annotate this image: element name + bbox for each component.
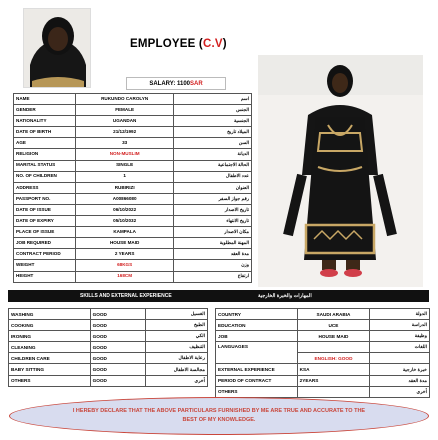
job-label-ar: وظيفة [370, 331, 430, 342]
page-title: EMPLOYEE (C.V) [130, 38, 227, 50]
skill-value: GOOD [90, 342, 146, 353]
table-row [9, 309, 208, 320]
skill-value: GOOD [90, 364, 146, 375]
info-value: 68KGS [75, 260, 174, 271]
others-value [297, 386, 370, 397]
info-value: HOUSE MAID [75, 238, 174, 249]
skill-label-ar: مجالسة الاطفال [146, 364, 208, 375]
external-experience-value: KSA [297, 364, 370, 375]
info-label-ar: عدد الاطفال [174, 171, 252, 182]
info-value: RUBIRIZI [75, 182, 174, 193]
info-label: RELIGION [14, 149, 76, 160]
info-label-ar: الجنس [174, 105, 252, 116]
info-label: DATE OF BIRTH [14, 127, 76, 138]
skill-label: CLEANING [9, 342, 91, 353]
languages-empty-ar [370, 353, 430, 364]
others-label: OTHERS [216, 386, 298, 397]
skill-value: GOOD [90, 309, 146, 320]
education-label-ar: الدراسة [370, 320, 430, 331]
info-label-ar: الميلاد تاريخ [174, 127, 252, 138]
period-label-ar: مدة العقد [370, 375, 430, 386]
info-value: SINGLE [75, 160, 174, 171]
info-label: PLACE OF ISSUE [14, 227, 76, 238]
table-row [14, 94, 252, 105]
info-label: DATE OF EXPIRY [14, 216, 76, 227]
external-experience-label-ar: خبرة خارجية [370, 364, 430, 375]
table-row [9, 320, 208, 331]
info-label-ar: رقم جواز السفر [174, 193, 252, 204]
info-label-ar: العنوان [174, 182, 252, 193]
info-label-ar: تاريخ الاصدار [174, 204, 252, 215]
salary-label: SALARY: 1100 [149, 80, 190, 87]
skill-label-ar: الغسيل [146, 309, 208, 320]
education-label: EDUCATION [216, 320, 298, 331]
table-row [216, 342, 430, 353]
job-value: HOUSE MAID [297, 331, 370, 342]
table-row [14, 138, 252, 149]
info-label: PASSPORT NO. [14, 193, 76, 204]
table-row [14, 127, 252, 138]
table-row [216, 331, 430, 342]
info-label: NO. OF CHILDREN [14, 171, 76, 182]
info-label: CONTRACT PERIOD [14, 249, 76, 260]
info-value: UGANDAN [75, 116, 174, 127]
skill-label: CHILDREN CARE [9, 353, 91, 364]
skill-value: GOOD [90, 331, 146, 342]
skill-label-ar: رعاية الاطفال [146, 353, 208, 364]
info-value: 1 [75, 171, 174, 182]
info-value: 05/10/2032 [75, 216, 174, 227]
info-label-ar: مدة العقد [174, 249, 252, 260]
table-row [14, 182, 252, 193]
experience-table [215, 308, 430, 398]
period-value: 2YEARS [297, 375, 370, 386]
external-experience-label: EXTERNAL EXPERIENCE [216, 364, 298, 375]
languages-label-ar: اللغات [370, 342, 430, 353]
table-row [14, 105, 252, 116]
info-label: WEIGHT [14, 260, 76, 271]
info-label: AGE [14, 138, 76, 149]
skill-label-ar: الكي [146, 331, 208, 342]
table-row [14, 271, 252, 282]
education-value: UCE [297, 320, 370, 331]
info-value: 06/10/2022 [75, 204, 174, 215]
table-row [216, 364, 430, 375]
job-label: JOB [216, 331, 298, 342]
info-label-ar: الحالة الاجتماعية [174, 160, 252, 171]
skill-label: IRONING [9, 331, 91, 342]
skills-section-header [8, 290, 429, 302]
info-label-ar: المهنة المطلوبة [174, 238, 252, 249]
period-label: PERIOD OF CONTRACT [216, 375, 298, 386]
table-row [14, 204, 252, 215]
skill-label: COOKING [9, 320, 91, 331]
skill-label-ar: أخرى [146, 375, 208, 386]
skill-label: BABY SITTING [9, 364, 91, 375]
salary-currency: SAR [190, 80, 203, 87]
info-value: NON-MUSLIM [75, 149, 174, 160]
table-row [14, 238, 252, 249]
passport-photo [23, 8, 91, 88]
skill-label-ar: التنظيف [146, 342, 208, 353]
skill-label: OTHERS [9, 375, 91, 386]
table-row [216, 386, 430, 397]
declaration-oval [9, 397, 429, 435]
info-value: 33 [75, 138, 174, 149]
info-value: A00866080 [75, 193, 174, 204]
skills-header-en: SKILLS AND EXTERNAL EXPERIENCE [80, 293, 172, 299]
table-row [14, 160, 252, 171]
info-label: HEIGHT [14, 271, 76, 282]
skill-label: WASHING [9, 309, 91, 320]
languages-label: LANGUAGES [216, 342, 298, 364]
info-value: FEMALE [75, 105, 174, 116]
salary-box [126, 77, 226, 90]
info-value: KAMPALA [75, 227, 174, 238]
info-label-ar: الديانة [174, 149, 252, 160]
table-row [14, 116, 252, 127]
skill-label-ar: الطبخ [146, 320, 208, 331]
table-row [9, 331, 208, 342]
info-label: DATE OF ISSUE [14, 204, 76, 215]
info-label-ar: اسم [174, 94, 252, 105]
languages-empty [297, 342, 370, 353]
country-value: SAUDI ARABIA [297, 309, 370, 320]
country-label: COUNTRY [216, 309, 298, 320]
skills-header-ar: المهارات والخبرة الخارجية [258, 293, 312, 299]
info-label-ar: السن [174, 138, 252, 149]
info-value: 21/12/1992 [75, 127, 174, 138]
table-row [216, 309, 430, 320]
info-label: MARITAL STATUS [14, 160, 76, 171]
table-row [14, 193, 252, 204]
table-row [216, 375, 430, 386]
info-label-ar: ارتفاع [174, 271, 252, 282]
full-body-photo [258, 55, 423, 287]
skill-value: GOOD [90, 320, 146, 331]
info-label: GENDER [14, 105, 76, 116]
table-row [14, 260, 252, 271]
declaration-text: I HEREBY DECLARE THAT THE ABOVE PARTICULARS FURNISHED BY ME ARE TRUE AND ACCURATE TO THE BEST OF MY KNOWLEDGE. [72, 408, 366, 423]
info-label: NATIONALITY [14, 116, 76, 127]
info-value: 2 YEARS [75, 249, 174, 260]
table-row [9, 375, 208, 386]
info-label: ADDRESS [14, 182, 76, 193]
table-row [14, 149, 252, 160]
table-row [216, 320, 430, 331]
table-row [9, 364, 208, 375]
skills-table [8, 308, 208, 387]
table-row [14, 249, 252, 260]
english-level: ENGLISH: GOOD [297, 353, 370, 364]
skill-value: GOOD [90, 375, 146, 386]
info-value: 168CM [75, 271, 174, 282]
others-label-ar: أخرى [370, 386, 430, 397]
info-label: JOB REQUIRED [14, 238, 76, 249]
table-row [9, 342, 208, 353]
country-label-ar: الدولة [370, 309, 430, 320]
table-row [9, 353, 208, 364]
info-label: NAME [14, 94, 76, 105]
info-label-ar: مكان الاصدار [174, 227, 252, 238]
info-label-ar: وزن [174, 260, 252, 271]
info-value: RUKUNDO CAROLYN [75, 94, 174, 105]
table-row [14, 216, 252, 227]
table-row [14, 171, 252, 182]
skill-value: GOOD [90, 353, 146, 364]
personal-info-table [13, 93, 252, 283]
info-label-ar: الجنسية [174, 116, 252, 127]
info-label-ar: تاريخ الانتهاء [174, 216, 252, 227]
table-row [14, 227, 252, 238]
